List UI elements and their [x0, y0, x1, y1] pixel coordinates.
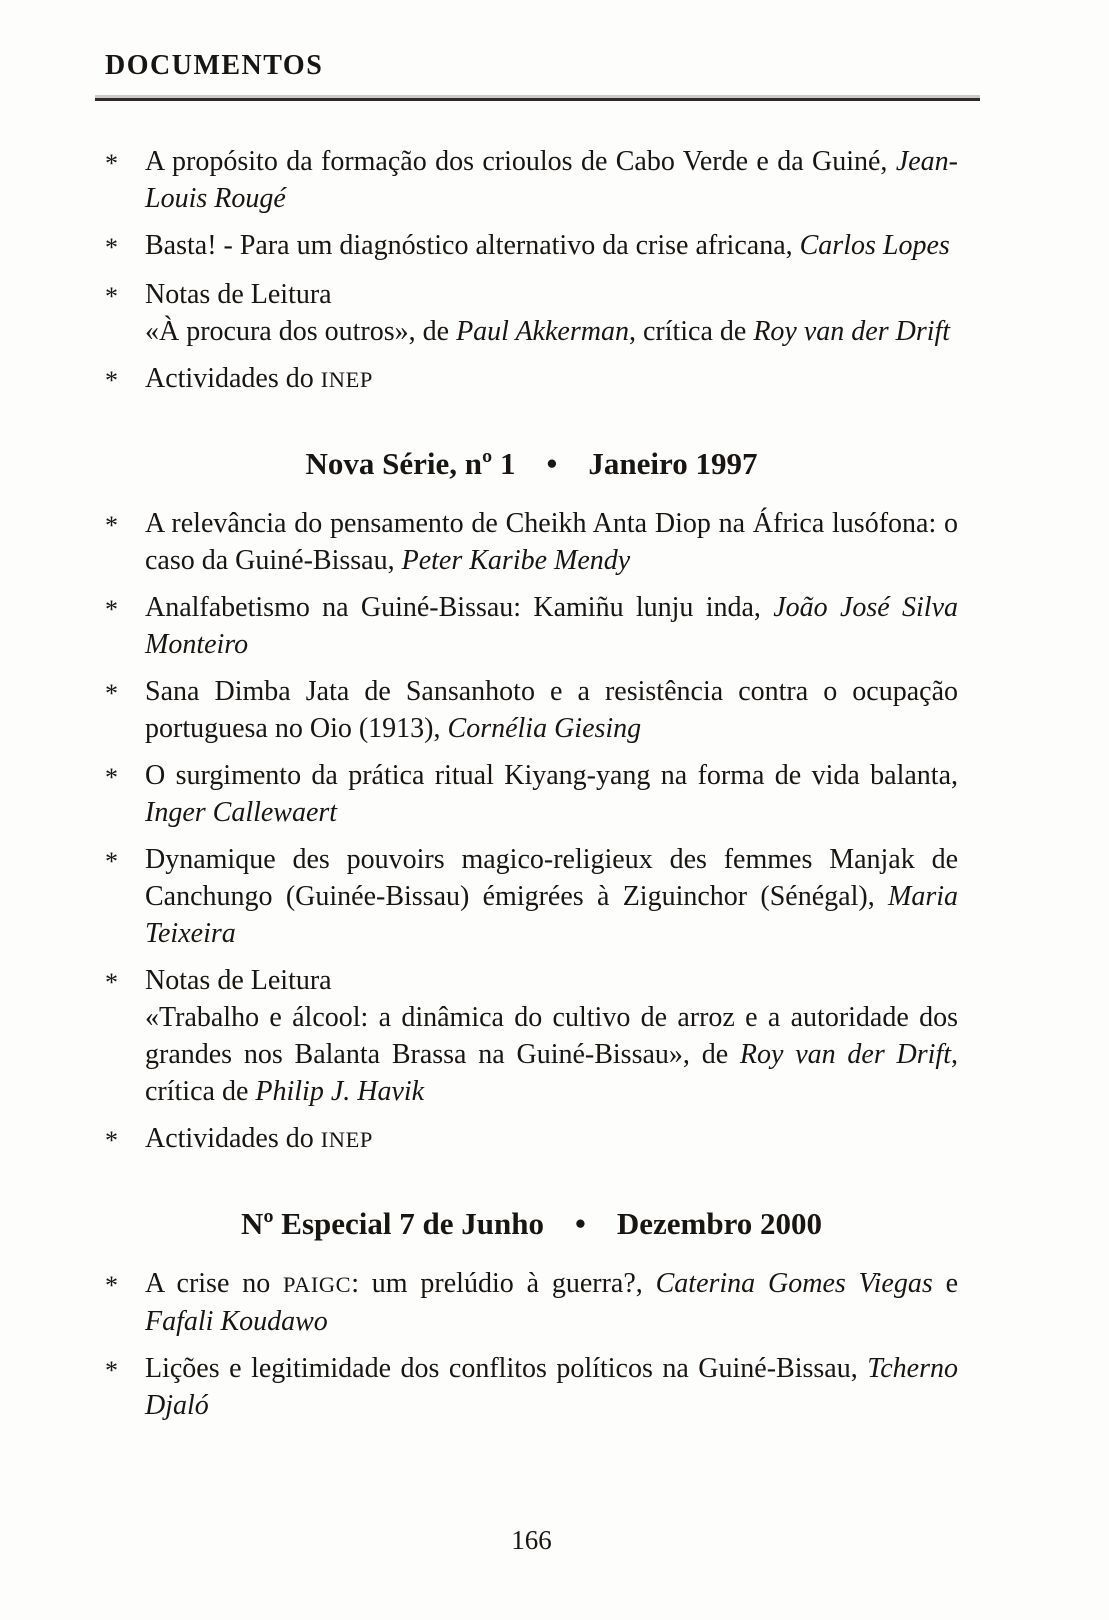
- title-text: «Trabalho e álcool: a dinâmica do cultivo de arroz e a autoridade dos grandes nos Balanta Brassa na Guiné-Bissau», de: [145, 1002, 958, 1070]
- toc-entry: [105, 757, 958, 831]
- title-text: O surgimento da prática ritual Kiyang-yang na forma de vida balanta,: [145, 760, 958, 791]
- entry-text: [145, 757, 958, 831]
- toc-entry: [105, 1265, 958, 1340]
- asterisk-bullet: *: [105, 511, 118, 540]
- title-text: Actividades do: [145, 1123, 321, 1154]
- toc-entry: [105, 1350, 958, 1424]
- title-text: Lições e legitimidade dos conflitos políticos na Guiné-Bissau,: [145, 1353, 868, 1384]
- header-rule: [95, 98, 980, 101]
- page-footer: [105, 1525, 958, 1556]
- asterisk-bullet: *: [105, 149, 118, 178]
- title-text: A relevância do pensamento de Cheikh Anta Diop na África lusófona: o caso da Guiné-Bissau,: [145, 508, 958, 576]
- asterisk-bullet: *: [105, 679, 118, 708]
- title-text: Dynamique des pouvoirs magico-religieux des femmes Manjak de Canchungo (Guinée-Bissau) émigrées à Ziguinchor (Sénégal),: [145, 844, 958, 912]
- author-name: Tcherno Djaló: [145, 1353, 958, 1421]
- title-text: Notas de Leitura: [145, 965, 332, 996]
- title-text: : um prelúdio à guerra?,: [351, 1268, 656, 1299]
- author-name: João José Silva Monteiro: [145, 592, 958, 660]
- entry-text: [145, 589, 958, 663]
- title-text: Analfabetismo na Guiné-Bissau: Kamiñu lunju inda,: [145, 592, 774, 623]
- title-text: , crítica de: [145, 1039, 958, 1107]
- author-name: Roy van der Drift: [739, 1039, 951, 1070]
- author-name: Caterina Gomes Viegas: [655, 1268, 933, 1299]
- author-name: Jean-Louis Rougé: [145, 146, 958, 214]
- entry-text: [145, 227, 958, 266]
- toc-entry: [105, 841, 958, 952]
- toc-entry: [105, 589, 958, 663]
- asterisk-bullet: *: [105, 233, 118, 262]
- running-header-block: [105, 50, 958, 82]
- title-text: Notas de Leitura: [145, 279, 332, 310]
- author-name: Inger Callewaert: [145, 797, 338, 828]
- author-name: Philip J. Havik: [255, 1076, 425, 1107]
- entry-text: [145, 276, 958, 350]
- acronym-smallcaps: INEP: [320, 1127, 373, 1152]
- author-name: Carlos Lopes: [799, 230, 950, 261]
- asterisk-bullet: *: [105, 1271, 118, 1300]
- entry-text: [145, 962, 958, 1110]
- author-name: Maria Teixeira: [145, 881, 958, 949]
- asterisk-bullet: *: [105, 968, 118, 997]
- toc-entry: [105, 360, 958, 399]
- asterisk-bullet: *: [105, 1356, 118, 1385]
- entry-text: [145, 143, 958, 217]
- entry-text: [145, 673, 958, 747]
- author-name: Fafali Koudawo: [145, 1306, 328, 1337]
- title-text: e: [932, 1268, 959, 1299]
- title-text: A propósito da formação dos crioulos de Cabo Verde e da Guiné,: [145, 146, 896, 177]
- entry-text: [145, 1120, 958, 1159]
- entry-text: [145, 360, 958, 399]
- asterisk-bullet: *: [105, 595, 118, 624]
- asterisk-bullet: *: [105, 763, 118, 792]
- page-number: 166: [511, 1525, 552, 1555]
- asterisk-bullet: *: [105, 282, 118, 311]
- entry-text: [145, 505, 958, 579]
- author-name: Peter Karibe Mendy: [401, 545, 631, 576]
- issue-heading: Nº Especial 7 de Junho • Dezembro 2000: [240, 1206, 823, 1241]
- toc-entry: [105, 673, 958, 747]
- title-text: Sana Dimba Jata de Sansanhoto e a resistência contra o ocupação portuguesa no Oio (1913),: [145, 676, 958, 744]
- title-text: «À procura dos outros», de: [145, 316, 457, 347]
- acronym-smallcaps: INEP: [320, 367, 373, 392]
- acronym-smallcaps: PAIGC: [283, 1272, 352, 1297]
- title-text: A crise no: [145, 1268, 284, 1299]
- toc-entry: [105, 227, 958, 266]
- author-name: Cornélia Giesing: [447, 713, 642, 744]
- author-name: Paul Akkerman: [456, 316, 629, 347]
- running-header: DOCUMENTOS: [105, 50, 324, 81]
- table-of-contents: [105, 143, 958, 1424]
- entry-text: [145, 841, 958, 952]
- toc-entry: [105, 143, 958, 217]
- entry-text: [145, 1265, 958, 1340]
- title-text: Basta! - Para um diagnóstico alternativo da crise africana,: [145, 230, 800, 261]
- toc-entry: [105, 276, 958, 350]
- issue-heading: Nova Série, nº 1 • Janeiro 1997: [305, 446, 758, 481]
- title-text: Actividades do: [145, 363, 321, 394]
- toc-entry: [105, 1120, 958, 1159]
- asterisk-bullet: *: [105, 1126, 118, 1155]
- toc-entry: [105, 505, 958, 579]
- author-name: Roy van der Drift: [753, 316, 951, 347]
- asterisk-bullet: *: [105, 847, 118, 876]
- asterisk-bullet: *: [105, 366, 118, 395]
- title-text: , crítica de: [628, 316, 754, 347]
- toc-entry: [105, 962, 958, 1110]
- entry-text: [145, 1350, 958, 1424]
